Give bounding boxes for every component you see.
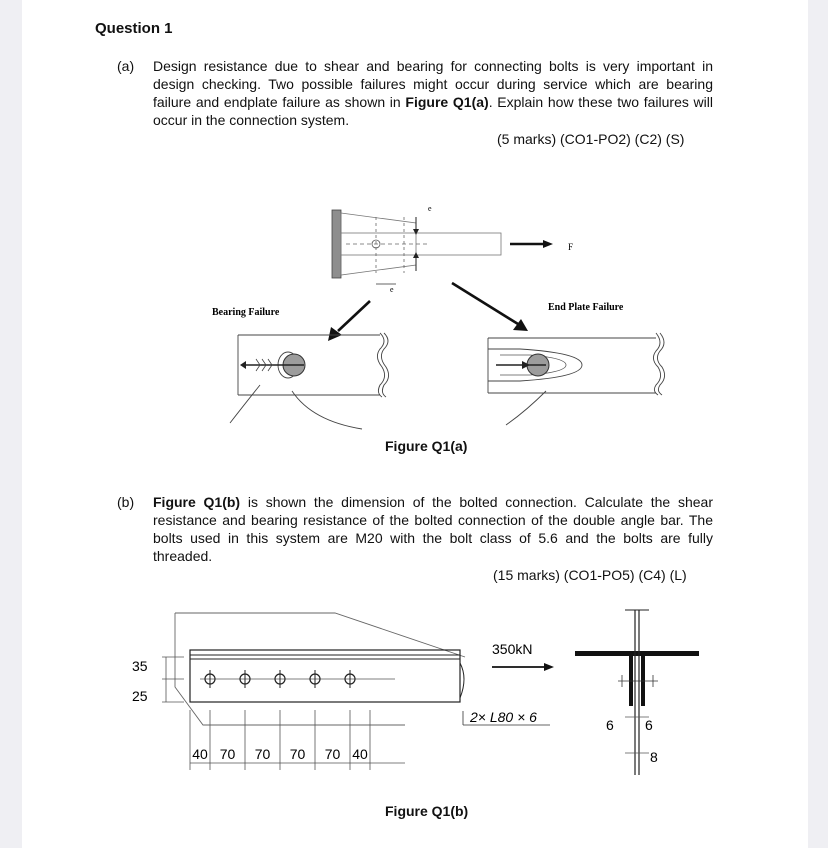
part-a-text-2: . Explain how these two failures will occur in the connection system. [153, 94, 713, 128]
dim-spacing-0: 40 [192, 746, 208, 762]
figure-q1a [200, 195, 680, 440]
part-a-text [153, 57, 713, 129]
e-label-bottom: e [390, 285, 394, 294]
load-arrow-head [544, 663, 554, 671]
end-plate [332, 210, 341, 278]
part-b-marks: (15 marks) (CO1-PO5) (C4) (L) [493, 567, 687, 583]
force-arrow-head [543, 240, 553, 248]
member-bar [341, 233, 501, 255]
dimension-ticks [190, 710, 370, 770]
dim-8-label: 8 [650, 749, 658, 765]
section-angle-leg-1 [629, 651, 633, 706]
part-a-text-1: Design resistance due to shear and bearing for connecting bolts is very important in design checking. Two possible failures might occur during service which are bearing failure and endplate failure as shown in [153, 58, 713, 110]
endplate-failure-label: End Plate Failure [548, 302, 624, 313]
dim-spacing-2: 70 [254, 746, 271, 762]
part-a-marks: (5 marks) (CO1-PO2) (C2) (S) [497, 131, 685, 147]
figure-q1a-caption: Figure Q1(a) [385, 438, 468, 454]
section-flanges [575, 651, 699, 656]
section-angle-leg-2 [641, 651, 645, 706]
part-b-text [153, 493, 713, 565]
dim-35-label: 35 [132, 658, 148, 674]
figure-q1b [120, 605, 720, 790]
question-title: Question 1 [95, 20, 173, 37]
bearing-break-line-2 [381, 333, 388, 397]
gusset-plate-outline [175, 613, 465, 725]
dim-6a-label: 6 [606, 717, 614, 733]
figure-q1b-caption: Figure Q1(b) [385, 803, 469, 819]
bearing-break-line [377, 333, 384, 397]
dim-spacing-5: 40 [352, 746, 368, 762]
part-a-figure-ref: Figure Q1(a) [405, 94, 489, 110]
part-b-label: (b) [117, 494, 135, 510]
bearing-failure-label: Bearing Failure [212, 307, 280, 318]
angle-bar-outline [190, 650, 460, 702]
dim-spacing-4: 70 [324, 746, 341, 762]
dim-6b-label: 6 [645, 717, 653, 733]
bearing-leader-1 [230, 385, 260, 423]
endplate-break-line-2 [657, 333, 664, 395]
part-b-text-body: is shown the dimension of the bolted connection. Calculate the shear resistance and bearing resistance of the bolted connection of the double angle bar. The bolts used in this system are M20 with the bolt class of 5.6 and the bolts are fully threaded. [153, 494, 713, 564]
bearing-leader-2 [292, 391, 362, 429]
arrow-down-head [413, 229, 419, 235]
endplate-pointer [452, 283, 518, 324]
dim-spacing-3: 70 [289, 746, 306, 762]
e-label-top: e [428, 204, 432, 213]
bearing-force-head [240, 361, 246, 369]
dim-25-label: 25 [132, 688, 148, 704]
dim-spacing-1: 70 [219, 746, 236, 762]
bearing-pointer [338, 301, 370, 331]
part-b-figure-ref: Figure Q1(b) [153, 494, 241, 510]
section-label: 2× L80 × 6 [470, 709, 537, 725]
force-label: F [568, 242, 574, 252]
endplate-leader [506, 391, 546, 425]
part-a-label: (a) [117, 58, 135, 74]
load-label: 350kN [492, 641, 533, 657]
